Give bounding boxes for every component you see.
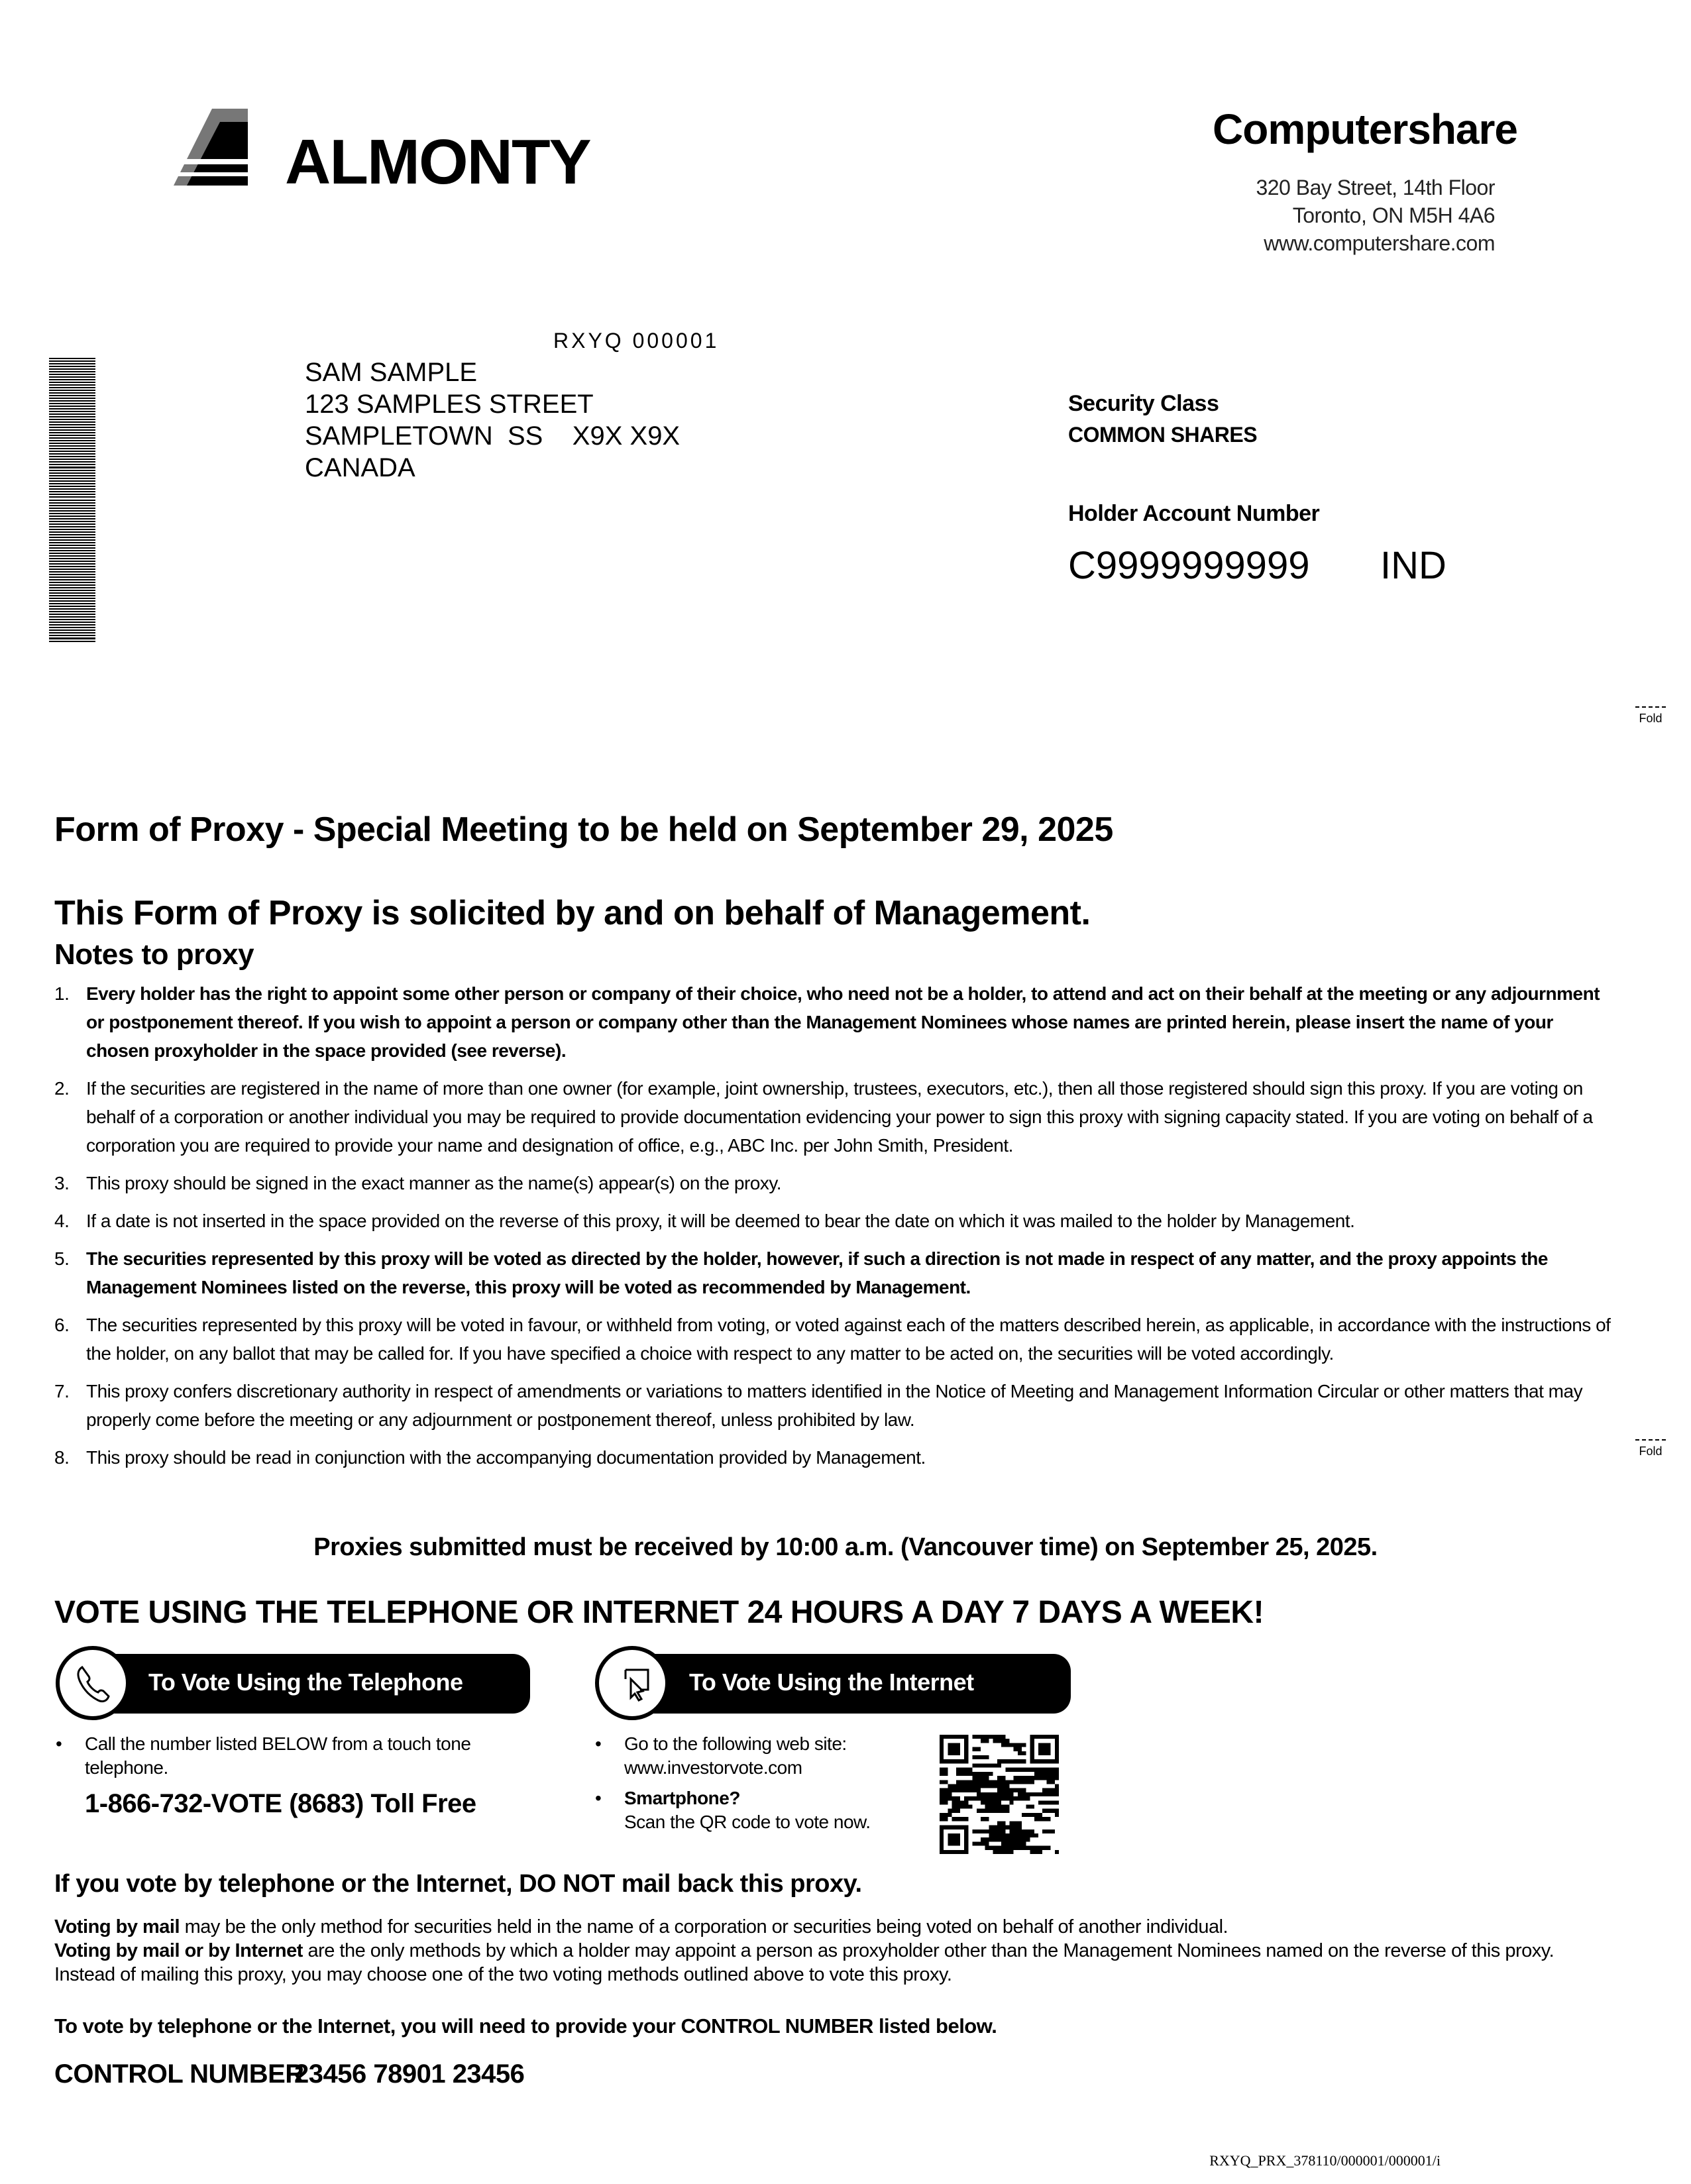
note-item (54, 1244, 1611, 1301)
security-class-label: Security Class (1068, 391, 1219, 416)
note-text: Every holder has the right to appoint some other person or company of their choice, who need not be a holder, to attend and act on their behalf at the meeting or any adjournment or postponement thereof. If you wish to appoint a person or company other than the Management Nominees whose names are printed herein, please insert the name of your chosen proxyholder in the space provided (see reverse). (86, 983, 1600, 1061)
smartphone-title: Smartphone? (624, 1788, 740, 1808)
footer-document-code: RXYQ_PRX_378110/000001/000001/i (1209, 2152, 1441, 2169)
bullet-glyph: • (595, 1733, 602, 1754)
control-number-label: CONTROL NUMBER (54, 2059, 304, 2089)
note-item (54, 1074, 1611, 1160)
note-text: The securities represented by this proxy will be voted as directed by the holder, however, if such a direction is not made in respect of any matter, and the proxy appoints the Management Nominees listed on the reverse, this proxy will be voted as recommended by Management. (86, 1248, 1548, 1297)
agent-address (1256, 174, 1495, 257)
bullet-item (595, 1786, 913, 1834)
bullet-glyph: • (56, 1733, 62, 1754)
fold-label: Fold (1639, 1445, 1663, 1458)
proxy-deadline: Proxies submitted must be received by 10:00 a.m. (Vancouver time) on September 25, 2025. (313, 1533, 1378, 1561)
fold-mark (1635, 706, 1666, 726)
bullet-glyph: • (595, 1788, 602, 1808)
holder-account-number: C9999999999 (1068, 544, 1310, 587)
address-line: CANADA (305, 453, 415, 482)
control-number-intro: To vote by telephone or the Internet, you will need to provide your CONTROL NUMBER listed below. (54, 2014, 997, 2038)
note-number: 2. (54, 1078, 70, 1099)
vote-heading: VOTE USING THE TELEPHONE OR INTERNET 24 HOURS A DAY 7 DAYS A WEEK! (54, 1595, 1264, 1630)
no-mail-notice: If you vote by telephone or the Internet, DO NOT mail back this proxy. (54, 1870, 862, 1898)
note-number: 7. (54, 1381, 70, 1401)
mail-voting-text: may be the only method for securities held in the name of a corporation or securities being voted on behalf of another individual. (180, 1916, 1228, 1938)
computershare-logo: Computershare (1213, 105, 1517, 153)
note-number: 5. (54, 1248, 70, 1269)
mail-voting-line (54, 1915, 1605, 1939)
mail-voting-line (54, 1939, 1605, 1987)
agent-address-line: Toronto, ON M5H 4A6 (1292, 203, 1495, 227)
telephone-number: 1-866-732-VOTE (8683) Toll Free (85, 1789, 476, 1818)
smartphone-bullet-text (624, 1786, 871, 1834)
mail-voting-lead: Voting by mail or by Internet (54, 1940, 303, 1961)
solicitation-title: This Form of Proxy is solicited by and on behalf of Management. (54, 894, 1091, 932)
cursor-screen-icon (599, 1650, 665, 1716)
note-item (54, 1443, 1611, 1472)
address-line: 123 SAMPLES STREET (305, 390, 594, 419)
account-code: RXYQ 000001 (553, 329, 720, 353)
note-number: 8. (54, 1447, 70, 1468)
notes-list (54, 979, 1611, 1481)
note-number: 3. (54, 1173, 70, 1193)
telephone-title: To Vote Using the Telephone (148, 1668, 463, 1696)
note-text: The securities represented by this proxy will be voted in favour, or withheld from voting, or voted against each of the matters described herein, as applicable, in accordance with the instructions of the holder, on any ballot that may be called for. If you have specified a choice with respect to any matter to be acted on, the securities will be voted accordingly. (86, 1315, 1611, 1364)
mail-voting-text: are the only methods by which a holder may appoint a person as proxyholder other than the Management Nominees named on the reverse of this proxy. Instead of mailing this proxy, you may choose one of the two voting methods outlined above to vote this proxy. (54, 1940, 1555, 1985)
note-text: This proxy should be read in conjunction with the accompanying documentation provided by Management. (86, 1447, 926, 1468)
note-item (54, 1377, 1611, 1434)
note-item (54, 1311, 1611, 1368)
investorvote-link[interactable]: www.investorvote.com (624, 1757, 802, 1778)
internet-bullet-text (624, 1732, 847, 1780)
almonty-wordmark: ALMONTY (285, 127, 590, 197)
control-number-value: 23456 78901 23456 (294, 2059, 525, 2089)
bullet-item (56, 1732, 519, 1780)
agent-address-line: www.computershare.com (1264, 231, 1495, 255)
qr-code[interactable] (940, 1735, 1059, 1854)
telephone-icon (60, 1650, 126, 1716)
address-line: SAMPLETOWN SS X9X X9X (305, 421, 681, 451)
note-text: This proxy should be signed in the exact manner as the name(s) appear(s) on the proxy. (86, 1173, 782, 1193)
address-line: SAM SAMPLE (305, 358, 478, 387)
holder-account-type: IND (1380, 544, 1446, 587)
form-title: Form of Proxy - Special Meeting to be held on September 29, 2025 (54, 810, 1113, 849)
agent-address-line: 320 Bay Street, 14th Floor (1256, 176, 1495, 199)
internet-bullet-line: Go to the following web site: (624, 1733, 847, 1754)
internet-title: To Vote Using the Internet (689, 1668, 974, 1696)
note-text: If a date is not inserted in the space provided on the reverse of this proxy, it will be deemed to bear the date on which it was mailed to the holder by Management. (86, 1211, 1355, 1231)
postal-barcode (49, 358, 95, 643)
telephone-icon-circle (56, 1646, 130, 1720)
internet-instructions (595, 1732, 913, 1834)
telephone-banner (93, 1654, 530, 1714)
note-text: This proxy confers discretionary authority in respect of amendments or variations to matters identified in the Notice of Meeting and Management Information Circular or other matters that may properly come before the meeting or any adjournment or postponement thereof, unless prohibited by law. (86, 1381, 1583, 1430)
internet-banner (633, 1654, 1071, 1714)
note-item (54, 979, 1611, 1065)
note-number: 6. (54, 1315, 70, 1335)
note-item (54, 1207, 1611, 1235)
smartphone-text: Scan the QR code to vote now. (624, 1812, 871, 1832)
note-item (54, 1169, 1611, 1197)
mail-voting-lead: Voting by mail (54, 1916, 180, 1938)
fold-mark (1635, 1439, 1666, 1458)
holder-address (305, 356, 680, 484)
telephone-instructions (56, 1732, 519, 1780)
note-number: 1. (54, 983, 70, 1004)
notes-title: Notes to proxy (54, 938, 254, 971)
note-number: 4. (54, 1211, 70, 1231)
note-text: If the securities are registered in the name of more than one owner (for example, joint ownership, trustees, executors, etc.), then all those registered should sign this proxy. If you are voting on behalf of a corporation or another individual you may be required to provide documentation evidencing your power to sign this proxy with signing capacity stated. If you are voting on behalf of a corporation you are required to provide your name and designation of office, e.g., ABC Inc. per John Smith, President. (86, 1078, 1593, 1156)
security-class-value: COMMON SHARES (1068, 423, 1258, 447)
bullet-item (595, 1732, 913, 1780)
telephone-bullet-text: Call the number listed BELOW from a touch tone telephone. (85, 1733, 471, 1778)
fold-label: Fold (1639, 712, 1663, 725)
internet-icon-circle (595, 1646, 669, 1720)
holder-account-label: Holder Account Number (1068, 501, 1320, 526)
mail-voting-paragraph (54, 1915, 1605, 1987)
